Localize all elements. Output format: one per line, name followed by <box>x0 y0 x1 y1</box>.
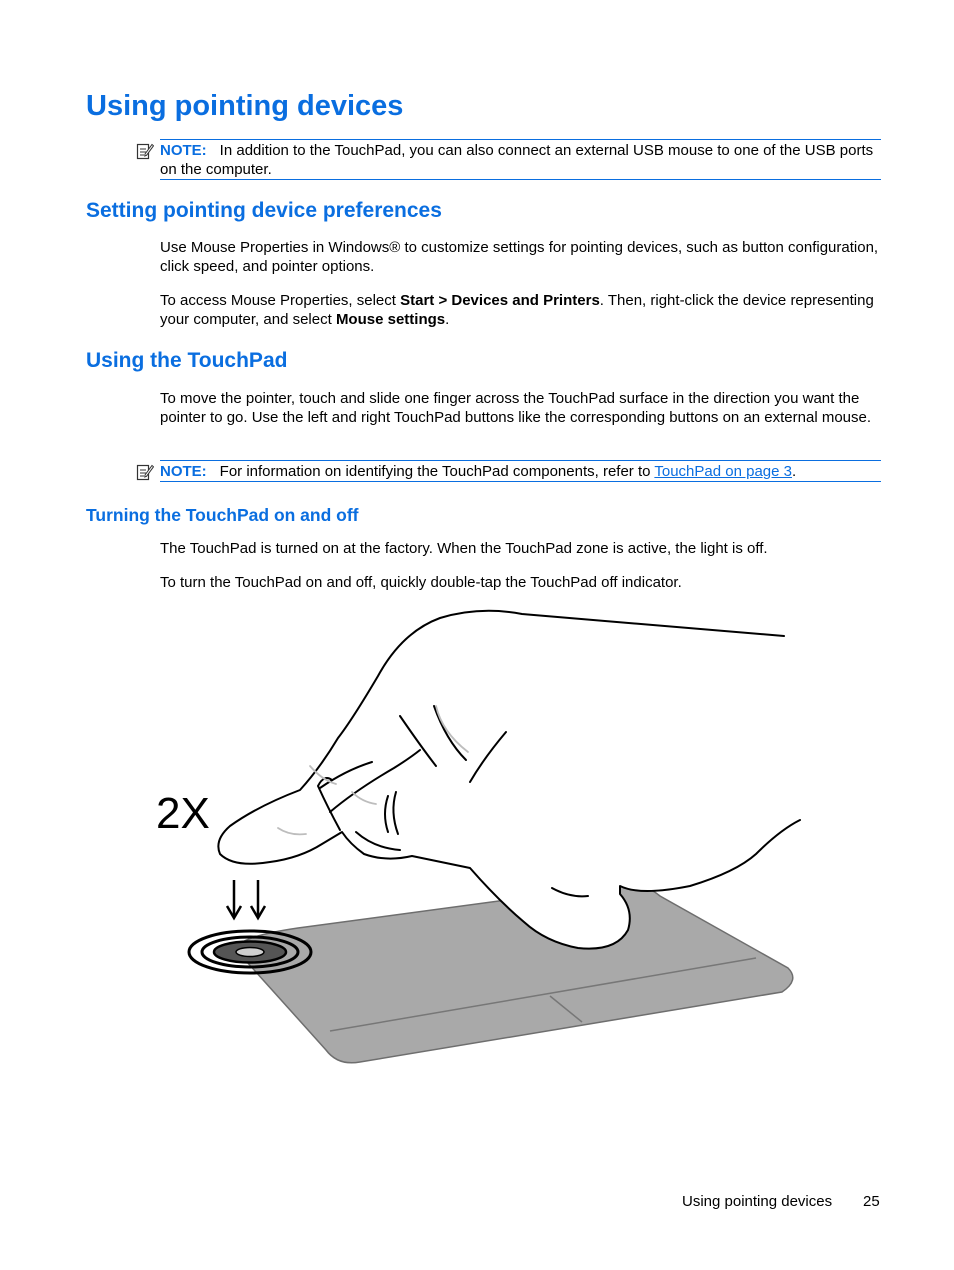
note-touchpad-components <box>160 460 881 482</box>
note-text: In addition to the TouchPad, you can also connect an external USB mouse to one of the USB ports on the computer. <box>160 142 874 178</box>
footer-section-title: Using pointing devices <box>682 1193 833 1210</box>
footer-page-number: 25 <box>863 1193 880 1210</box>
text-run: . Then, right-click the device representing your computer, and select <box>160 292 874 328</box>
note-label: NOTE: <box>160 463 207 480</box>
note-icon <box>136 463 154 481</box>
heading-pointing-preferences: Setting pointing device preferences <box>86 199 442 222</box>
tap-count-label: 2X <box>156 789 210 838</box>
note-text: For information on identifying the TouchPad components, refer to <box>219 463 655 480</box>
touchpad-double-tap-illustration <box>150 600 810 1070</box>
hand-drawing <box>218 611 800 949</box>
note-icon <box>136 142 154 160</box>
note-text-end: . <box>792 463 797 480</box>
heading-using-touchpad: Using the TouchPad <box>86 349 288 372</box>
note-label: NOTE: <box>160 142 207 159</box>
down-arrow-icon <box>227 880 265 918</box>
text-run: . <box>445 311 450 328</box>
paragraph-move-pointer: To move the pointer, touch and slide one finger across the TouchPad surface in the direction you want the pointer to go. Use the left and right TouchPad buttons like the corresponding buttons on an external mouse. <box>160 390 872 426</box>
menu-path-start-devices: Start > Devices and Printers <box>400 292 600 309</box>
paragraph-double-tap: To turn the TouchPad on and off, quickly double-tap the TouchPad off indicator. <box>160 574 682 591</box>
note-usb-mouse <box>160 139 881 180</box>
menu-item-mouse-settings: Mouse settings <box>335 311 446 328</box>
heading-turning-touchpad: Turning the TouchPad on and off <box>86 505 359 525</box>
link-touchpad-page-3[interactable]: TouchPad on page 3 <box>654 463 792 480</box>
page-title: Using pointing devices <box>86 90 404 122</box>
paragraph-touchpad-factory: The TouchPad is turned on at the factory. When the TouchPad zone is active, the light is off. <box>160 540 768 557</box>
paragraph-access-mouse-properties <box>160 291 884 329</box>
paragraph-mouse-properties: Use Mouse Properties in Windows® to customize settings for pointing devices, such as button configuration, click speed, and pointer options. <box>160 239 879 275</box>
text-run: To access Mouse Properties, select <box>160 292 401 309</box>
